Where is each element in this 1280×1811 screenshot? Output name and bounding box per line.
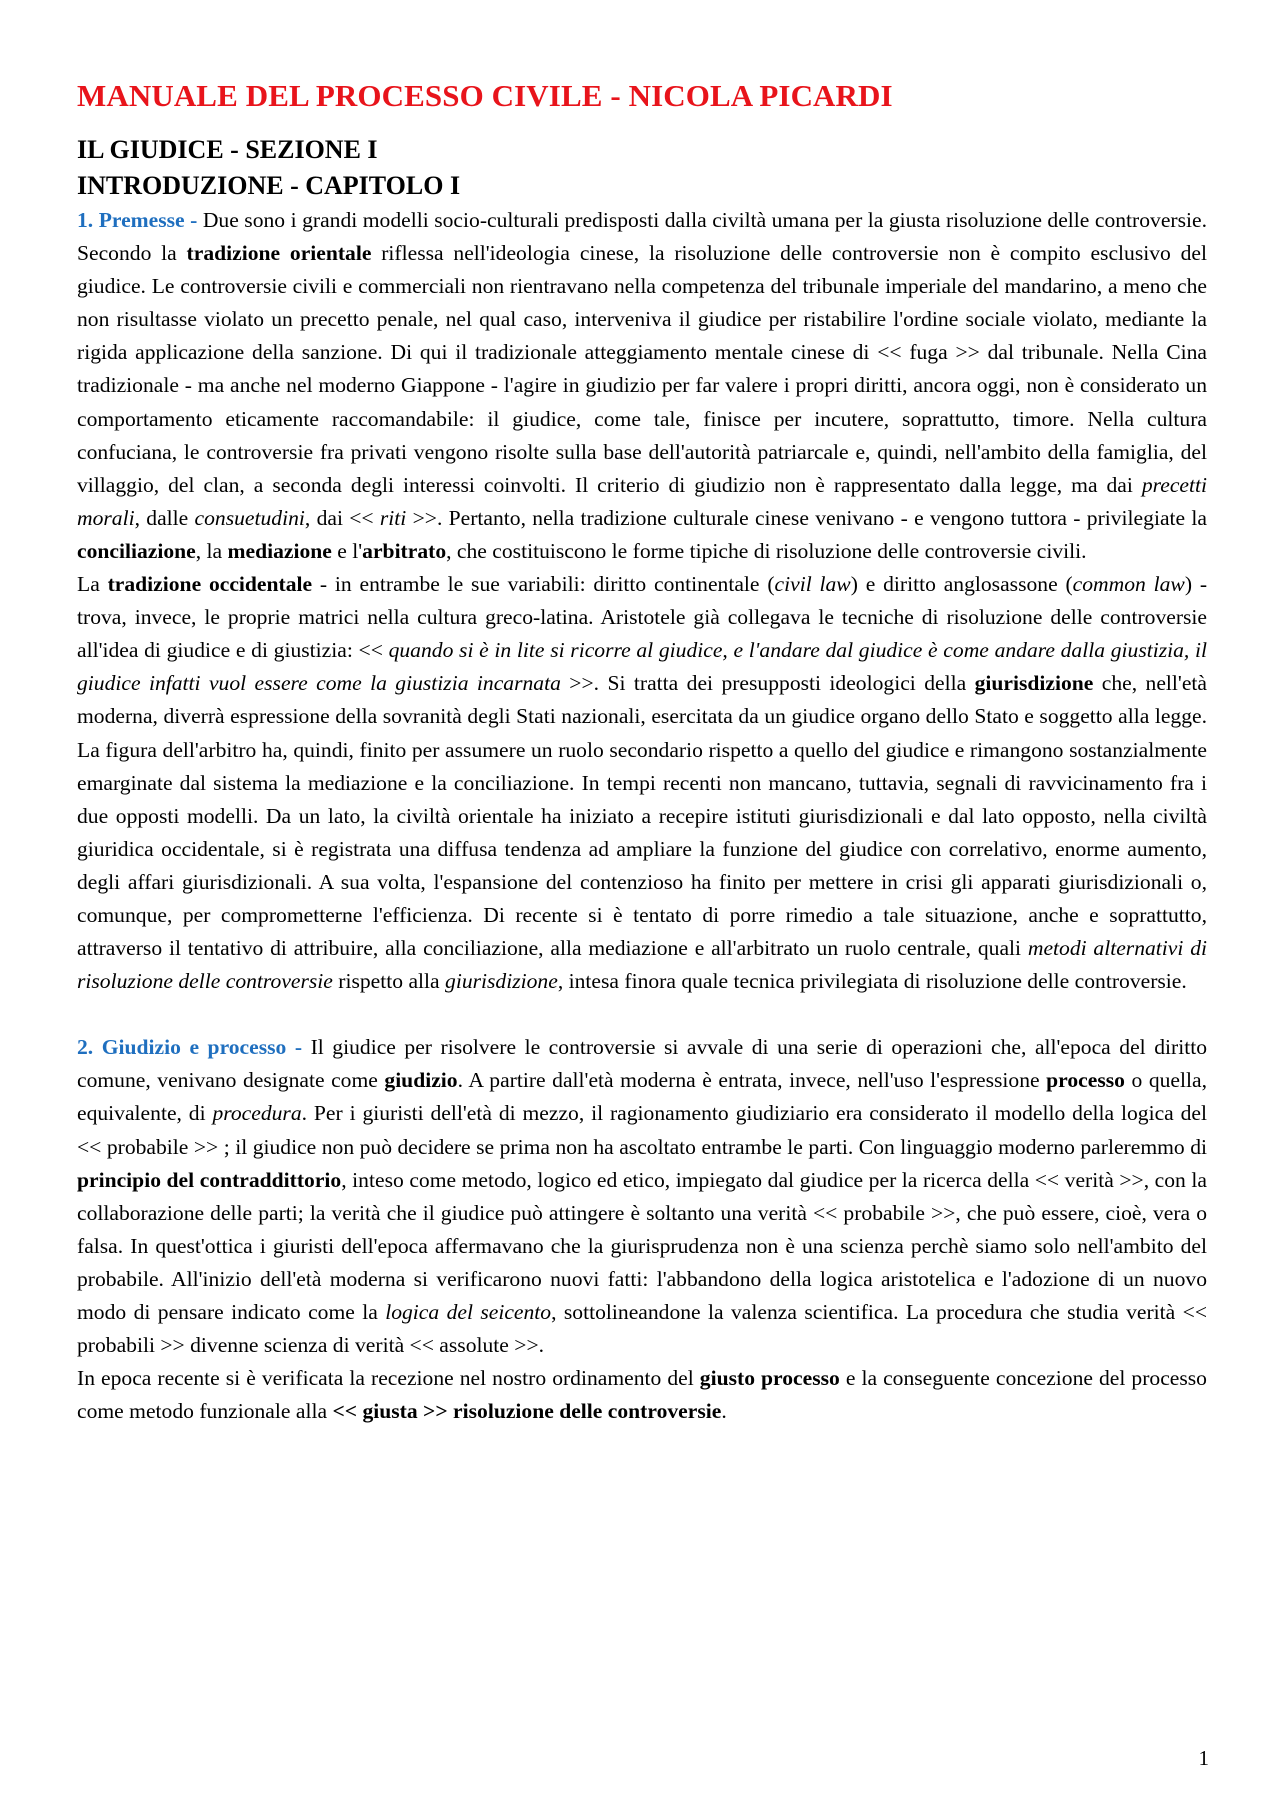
italic-text: giurisdizione [445, 969, 558, 994]
section-giudizio-e-processo [77, 1031, 1207, 1428]
text-run: Due sono i grandi modelli socio-culturali predisposti dalla civiltà umana per la giusta risoluzione delle controversie. Secondo la [77, 208, 1207, 266]
text-run: Il giudice per risolvere le controversie si avvale di una serie di operazioni che, all'epoca del diritto comune, venivano designate come [77, 1035, 1207, 1093]
text-run: >>. Pertanto, nella tradizione culturale cinese venivano - e vengono tuttora - privilegiate la [406, 505, 1207, 530]
italic-text: procedura [212, 1101, 302, 1126]
text-run: , dalle [134, 505, 195, 530]
text-run: In epoca recente si è verificata la recezione nel nostro ordinamento del [77, 1366, 700, 1391]
text-run: , intesa finora quale tecnica privilegiata di risoluzione delle controversie. [557, 969, 1187, 994]
italic-text: riti [379, 505, 407, 530]
bold-text: << giusta >> risoluzione delle controversie [332, 1399, 722, 1424]
text-run: , inteso come metodo, logico ed etico, impiegato dal giudice per la ricerca della << verità >>, con la collaborazione delle parti; la verità che il giudice può attingere è soltanto una verità << probabile >>, che può essere, cioè, vera o falsa. In quest'ottica i giuristi dell'epoca affermavano che la giurisprudenza non è una scienza perchè siamo solo nell'ambito del probabile. All'inizio dell'età moderna si verificarono nuovi fatti: l'abbandono della logica aristotelica e l'adozione di un nuovo modo di pensare indicato come la [77, 1167, 1207, 1324]
document-page [77, 76, 1207, 1428]
section-heading: 1. Premesse - [77, 208, 198, 232]
bold-text: arbitrato [362, 538, 447, 563]
paragraph [77, 204, 1207, 568]
text-run: , che costituiscono le forme tipiche di risoluzione delle controversie civili. [446, 538, 1087, 563]
text-run: e la conseguente concezione del processo come metodo funzionale alla [77, 1366, 1207, 1424]
text-run: riflessa nell'ideologia cinese, la risoluzione delle controversie non è compito esclusivo del giudice. Le controversie civili e commerciali non rientravano nella competenza del tribunale imperiale del mandarino, a meno che non risultasse violato un precetto penale, nel qual caso, interveniva il giudice per ristabilire l'ordine sociale violato, mediante la rigida applicazione della sanzione. Di qui il tradizionale atteggiamento mentale cinese di << fuga >> dal tribunale. Nella Cina tradizionale - ma anche nel moderno Giappone - l'agire in giudizio per far valere i propri diritti, ancora oggi, non è considerato un comportamento eticamente raccomandabile: il giudice, come tale, finisce per incutere, soprattutto, timore. Nella cultura confuciana, le controversie fra privati vengono risolte sulla base dell'autorità patriarcale e, quindi, nell'ambito della famiglia, del villaggio, del clan, a seconda degli interessi coinvolti. Il criterio di giudizio non è rappresentato dalla legge, ma dai [77, 241, 1208, 497]
bold-text: giudizio [384, 1068, 458, 1093]
chapter-title: INTRODUZIONE - CAPITOLO I [77, 171, 461, 200]
text-run: che, nell'età moderna, diverrà espressione della sovranità degli Stati nazionali, esercitata da un giudice organo dello Stato e soggetto alla legge. La figura dell'arbitro ha, quindi, finito per assumere un ruolo secondario rispetto a quello del giudice e rimangono sostanzialmente emarginate dal sistema la mediazione e la conciliazione. In tempi recenti non mancano, tuttavia, segnali di ravvicinamento fra i due opposti modelli. Da un lato, la civiltà orientale ha iniziato a recepire istituti giurisdizionali e dal lato opposto, nella civiltà giuridica occidentale, si è registrata una diffusa tendenza ad ampliare la funzione del giudice con correlativo, enorme aumento, degli affari giurisdizionali. A sua volta, l'espansione del contenzioso ha finito per mettere in crisi gli apparati giurisdizionali o, comunque, per comprometterne l'efficienza. Di recente si è tentato di porre rimedio a tale situazione, anche e soprattutto, attraverso il tentativo di attribuire, alla conciliazione, alla mediazione e all'arbitrato un ruolo centrale, quali [77, 671, 1207, 961]
text-run: rispetto alla [332, 969, 446, 994]
document-title: MANUALE DEL PROCESSO CIVILE - NICOLA PICARDI [77, 78, 893, 113]
section-premesse [77, 204, 1207, 998]
bold-text: giurisdizione [974, 671, 1094, 696]
text-run: La [77, 572, 108, 597]
text-run: , sottolineandone la valenza scientifica. La procedura che studia verità << probabili >> divenne scienza di verità << assolute >>. [77, 1300, 1207, 1358]
bold-text: giusto processo [699, 1366, 840, 1391]
text-run: . A partire dall'età moderna è entrata, invece, nell'uso l'espressione [457, 1068, 1047, 1093]
italic-text: precetti morali [77, 472, 1207, 530]
paragraph [77, 1362, 1207, 1428]
text-run: . [721, 1399, 727, 1424]
bold-text: mediazione [227, 538, 332, 563]
text-run: ) e diritto anglosassone ( [850, 572, 1073, 597]
italic-text: metodi alternativi di risoluzione delle controversie [77, 936, 1207, 994]
bold-text: tradizione occidentale [107, 572, 313, 597]
paragraph-text [77, 1035, 1207, 1357]
italic-text: logica del seicento [385, 1300, 552, 1324]
bold-text: tradizione orientale [186, 241, 372, 266]
italic-text: common law [1072, 572, 1185, 597]
section-title: IL GIUDICE - SEZIONE I [77, 135, 378, 164]
text-run: - in entrambe le sue variabili: diritto continentale ( [312, 572, 775, 597]
text-run: e l' [331, 538, 363, 563]
paragraph [77, 568, 1207, 998]
italic-text: quando si è in lite si ricorre al giudice, e l'andare dal giudice è come andare dalla giustizia, il giudice infatti vuol essere come la giustizia incarnata [77, 638, 1208, 696]
bold-text: conciliazione [77, 538, 196, 563]
section-spacer [77, 998, 1207, 1031]
page-number: 1 [1198, 1746, 1209, 1770]
section-heading: 2. Giudizio e processo - [77, 1035, 303, 1060]
text-run: ) - trova, invece, le proprie matrici nella cultura greco-latina. Aristotele già collegava le tecniche di risoluzione delle controversie all'idea di giudice e di giustizia: << [77, 572, 1208, 663]
italic-text: consuetudini [194, 505, 305, 530]
paragraph [77, 1031, 1207, 1362]
paragraph-text [77, 208, 1207, 563]
document-body [77, 204, 1207, 1428]
bold-text: processo [1046, 1068, 1125, 1093]
bold-text: principio del contraddittorio [77, 1167, 342, 1192]
text-run: , dai << [304, 505, 380, 530]
text-run: o quella, equivalente, di [77, 1068, 1207, 1126]
text-run: >>. Si tratta dei presupposti ideologici della [560, 671, 975, 696]
paragraph-text [77, 572, 1207, 993]
text-run: . Per i giuristi dell'età di mezzo, il ragionamento giudiziario era considerato il modello della logica del << probabile >> ; il giudice non può decidere se prima non ha ascoltato entrambe le parti. Con linguaggio moderno parleremmo di [77, 1101, 1207, 1159]
text-run: , la [195, 538, 228, 563]
italic-text: civil law [774, 572, 851, 597]
paragraph-text [77, 1366, 1207, 1423]
